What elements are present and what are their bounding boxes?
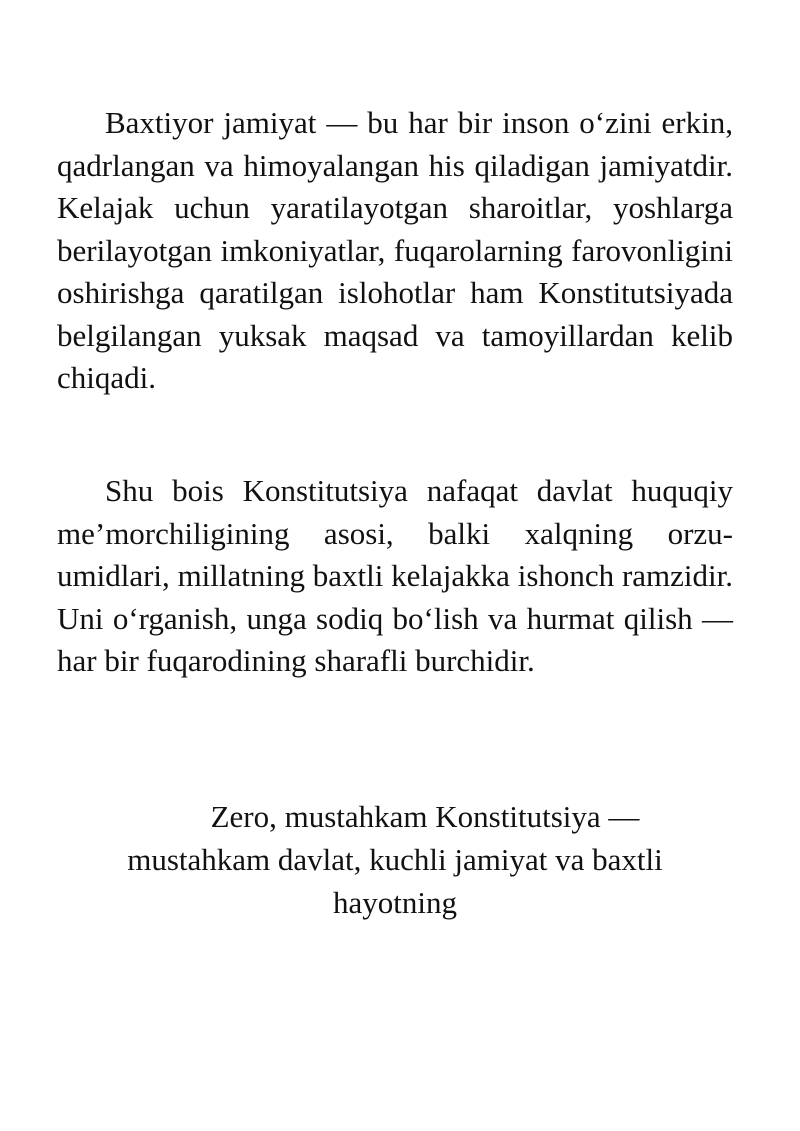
closing-line-3: hayotning bbox=[333, 885, 457, 920]
paragraph-1: Baxtiyor jamiyat — bu har bir inson o‘zini erkin, qadrlangan va himoyalangan his qiladigan jamiyatdir. Kelajak uchun yaratilayotgan sharoitlar, yoshlarga berilayotgan imkoniyatlar, fuqarolarning farovonligini oshirishga qaratilgan islohotlar ham Konstitutsiyada belgilangan yuksak maqsad va tamoyillardan kelib chiqadi. bbox=[57, 105, 733, 395]
paragraph-2: Shu bois Konstitutsiya nafaqat davlat huquqiy me’morchiligining asosi, balki xalqning orzu-umidlari, millatning baxtli kelajakka ishonch ramzidir. Uni o‘rganish, unga sodiq bo‘lish va hurmat qilish — har bir fuqarodining sharafli burchidir. bbox=[57, 473, 733, 678]
closing-line-1: Zero, mustahkam Konstitutsiya — bbox=[210, 799, 640, 834]
closing-line-2: mustahkam davlat, kuchli jamiyat va baxtli bbox=[127, 842, 663, 877]
closing-statement bbox=[57, 795, 733, 924]
